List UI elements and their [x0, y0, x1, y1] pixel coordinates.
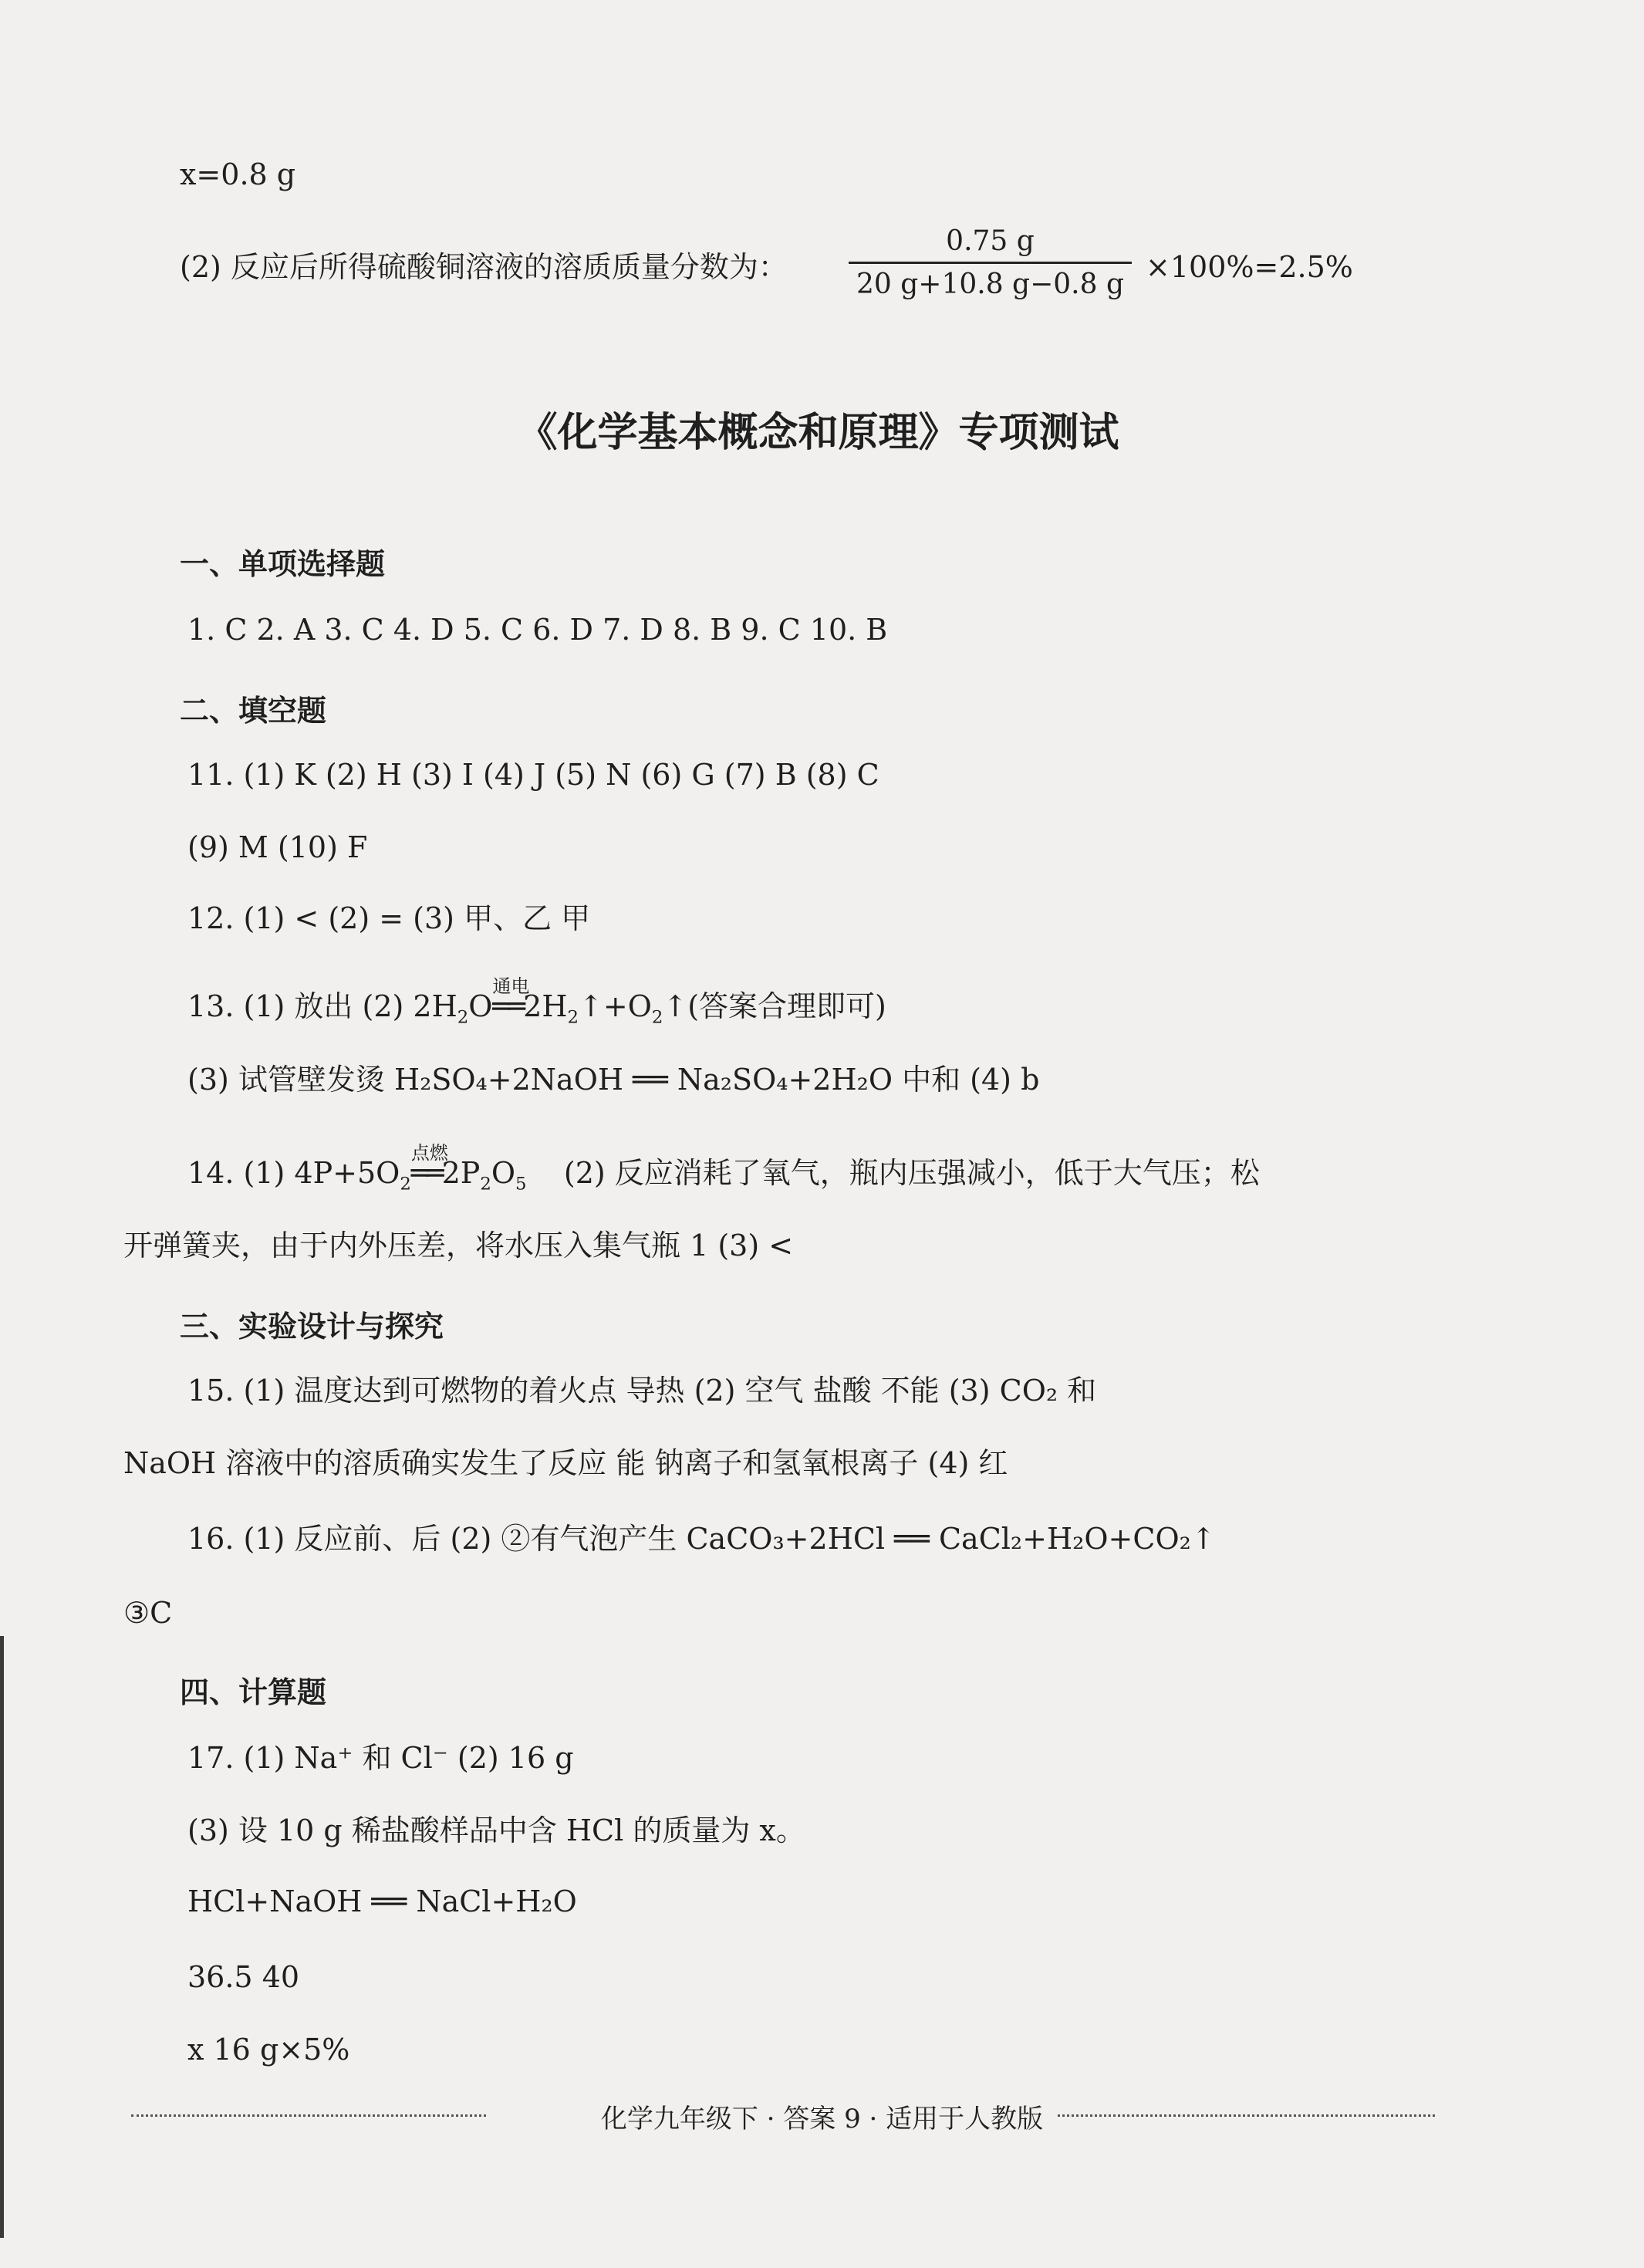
page-footer: [0, 2097, 1644, 2135]
condition-label: 通电: [492, 975, 530, 997]
section-heading-fill-blank: 二、填空题: [180, 694, 327, 728]
condition-label: 点燃: [410, 1142, 448, 1164]
q13-text-after: (答案合理即可): [687, 989, 886, 1023]
mass-fraction: [849, 225, 1132, 300]
q15-line2: NaOH 溶液中的溶质确实发生了反应 能 钠离子和氢氧根离子 (4) 红: [123, 1446, 1008, 1480]
footer-text: 化学九年级下 · 答案 9 · 适用于人教版: [587, 2104, 1057, 2134]
q16-line2: ③C: [123, 1596, 173, 1630]
scan-edge: [0, 1636, 4, 2238]
q15-line1: 15. (1) 温度达到可燃物的着火点 导热 (2) 空气 盐酸 不能 (3) CO₂ 和: [187, 1374, 1097, 1408]
q17-ratio-top: 36.5 40: [187, 1960, 300, 1994]
combustion-condition: 点燃 ══: [411, 1154, 442, 1191]
section-heading-calculation: 四、计算题: [180, 1675, 327, 1709]
q12-line: 12. (1) < (2) = (3) 甲、乙 甲: [187, 901, 591, 935]
q17-ratio-bottom: x 16 g×5%: [187, 2033, 350, 2067]
single-choice-answers: 1. C 2. A 3. C 4. D 5. C 6. D 7. D 8. B 9. C 10. B: [187, 613, 888, 647]
q17-line2: (3) 设 10 g 稀盐酸样品中含 HCl 的质量为 x。: [187, 1813, 805, 1847]
q17-line1: 17. (1) Na⁺ 和 Cl⁻ (2) 16 g: [187, 1741, 574, 1775]
line-mass-fraction-suffix: ×100%=2.5%: [1146, 250, 1353, 284]
q17-equation: HCl+NaOH ══ NaCl+H₂O: [187, 1884, 577, 1918]
q16-line1: 16. (1) 反应前、后 (2) ②有气泡产生 CaCO₃+2HCl ══ CaCl₂+H₂O+CO₂↑: [187, 1522, 1216, 1556]
section-heading-experiment: 三、实验设计与探究: [180, 1310, 444, 1344]
q11-line1: 11. (1) K (2) H (3) I (4) J (5) N (6) G (7) B (8) C: [187, 758, 879, 792]
fraction-denominator: 20 g+10.8 g−0.8 g: [856, 269, 1125, 300]
fraction-numerator: 0.75 g: [849, 225, 1132, 264]
page-title: 《化学基本概念和原理》专项测试: [517, 410, 1119, 456]
section-heading-single-choice: 一、单项选择题: [180, 547, 386, 581]
q14-line1: 14. (1) $4P+5O_2$ 点燃 $══2P_2O_5$ (2) 反应消耗了氧气，瓶内压强减小，低于大气压；松: [187, 1154, 1260, 1203]
q13-line1: 13. (1) 放出 (2) $2H_2O$ 通电 $══2H_2↑+O_2↑$(答案合理即可): [187, 988, 886, 1036]
q11-line2: (9) M (10) F: [187, 830, 368, 864]
q14-text-after: (2) 反应消耗了氧气，瓶内压强减小，低于大气压；松: [563, 1156, 1260, 1190]
q14-line2: 开弹簧夹，由于内外压差，将水压入集气瓶 1 (3) <: [123, 1229, 794, 1262]
q14-text-before: 14. (1) 4P+5O: [187, 1156, 400, 1190]
line-mass-fraction-prefix: (2) 反应后所得硫酸铜溶液的溶质质量分数为：: [180, 250, 788, 284]
line-x-value: x=0.8 g: [180, 157, 296, 191]
reaction-condition: 通电 ══: [492, 988, 523, 1025]
q13-line2: (3) 试管壁发烫 H₂SO₄+2NaOH ══ Na₂SO₄+2H₂O 中和 (4) b: [187, 1063, 1040, 1097]
q13-text-before: 13. (1) 放出 (2) 2H: [187, 989, 457, 1023]
